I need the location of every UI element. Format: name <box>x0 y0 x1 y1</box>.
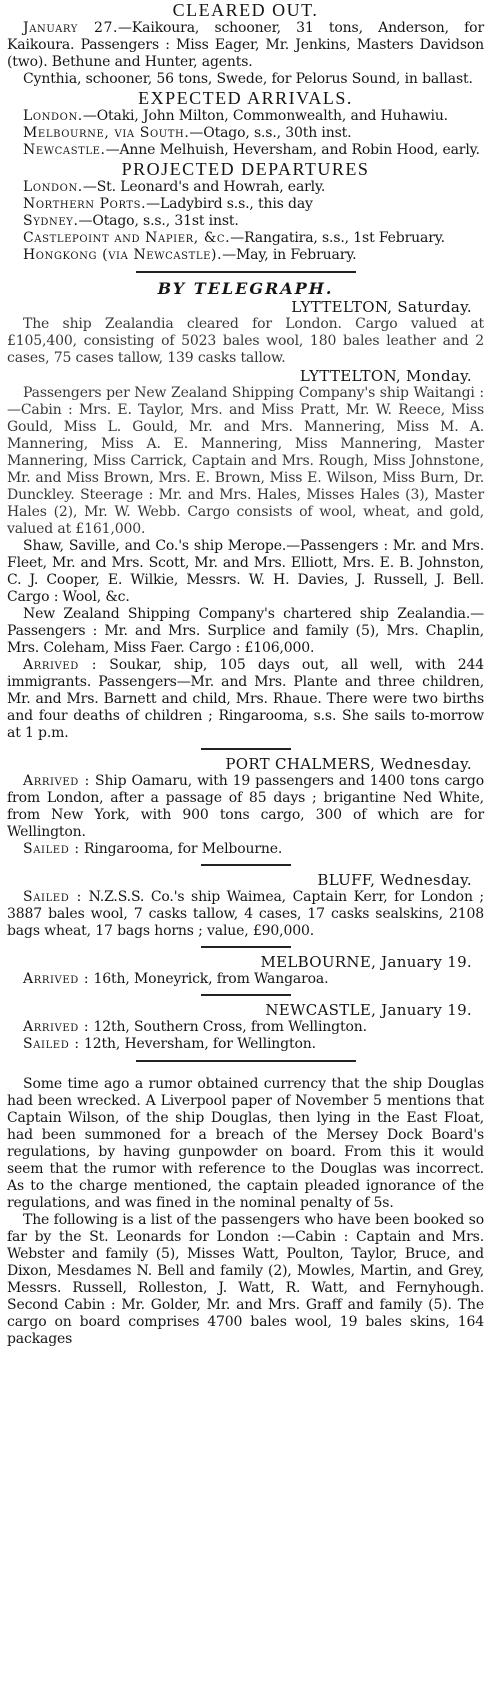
para-label: London. <box>23 108 83 124</box>
dispatch-para <box>7 1019 484 1036</box>
dispatch-para <box>7 606 484 657</box>
para-text: Shaw, Saville, and Co.'s ship Merope.—Passengers : Mr. and Mrs. Fleet, Mr. and Mrs. Scott, Mr. and Mrs. Elliott, Mrs. E. B. Johnston, C. J. Cooper, E. Wilkie, Messrs. W. H. Davies, J. Russell, J. Bell. Cargo : Wool, &c. <box>7 538 484 605</box>
para-label: Northern Ports. <box>23 196 147 212</box>
news-paragraph: Some time ago a rumor obtained currency that the ship Douglas had been wrecked. A Liverpool paper of November 5 mentions that Captain Wilson, of the ship Douglas, then lying in the East Float, had been summoned for a breach of the Mersey Dock Board's regulations, by having gunpowder on board. From this it would seem that the rumor with reference to the Douglas was incorrect. As to the charge mentioned, the captain pleaded ignorance of the regulations, and was fined in the nominal penalty of 5s. <box>7 1076 484 1211</box>
para-text: —Otaki, John Milton, Commonwealth, and Huhawiu. <box>82 108 448 124</box>
projected-para <box>7 179 484 196</box>
para-label: Sailed : <box>23 889 82 905</box>
dateline-section <box>7 953 484 988</box>
dispatch-para <box>7 538 484 606</box>
section-divider <box>136 271 356 273</box>
spacer <box>7 1068 484 1076</box>
dateline-section <box>7 1001 484 1053</box>
para-text: —St. Leonard's and Howrah, early. <box>82 179 326 195</box>
para-label: Arrived : <box>23 971 90 987</box>
section-divider <box>201 946 291 948</box>
dispatch-para <box>7 316 484 367</box>
para-label: Sydney. <box>23 213 79 229</box>
expected-para <box>7 108 484 125</box>
dateline: NEWCASTLE, January 19. <box>265 1001 472 1019</box>
para-text: Ringarooma, for Melbourne. <box>79 841 283 857</box>
cleared-para <box>7 20 484 71</box>
dispatch-para <box>7 773 484 841</box>
dateline-section <box>7 871 484 940</box>
section-divider <box>201 864 291 866</box>
projected-heading: PROJECTED DEPARTURES <box>121 159 370 179</box>
para-text: —Otago, s.s., 30th inst. <box>189 125 352 141</box>
para-label: Castlepoint and Napier, &c. <box>23 230 231 246</box>
para-text: 16th, Moneyrick, from Wangaroa. <box>89 971 329 987</box>
para-label: Sailed : <box>23 1036 80 1052</box>
para-label: Arrived : <box>23 773 90 789</box>
para-label: Newcastle. <box>23 142 106 158</box>
projected-para <box>7 247 484 264</box>
para-text: N.Z.S.S. Co.'s ship Waimea, Captain Kerr, for London ; 3887 bales wool, 7 casks tallow, 4 cases, 17 casks sealskins, 2108 bags wheat, 17 bags horns ; value, £90,000. <box>7 889 484 939</box>
para-text: New Zealand Shipping Company's chartered ship Zealandia.—Passengers : Mr. and Mrs. Surplice and family (5), Mrs. Chaplin, Mrs. Coleham, Miss Faer. Cargo : £106,000. <box>7 606 484 656</box>
para-label: Sailed : <box>23 841 80 857</box>
dispatch-para <box>7 1036 484 1053</box>
expected-heading: EXPECTED ARRIVALS. <box>138 88 353 108</box>
section-divider <box>201 748 291 750</box>
telegraph-heading: BY TELEGRAPH. <box>157 279 334 298</box>
dispatch-para <box>7 841 484 858</box>
expected-para <box>7 142 484 159</box>
cleared-para <box>7 71 484 88</box>
dispatch-para <box>7 657 484 742</box>
dispatch-para <box>7 971 484 988</box>
news-paragraph: The following is a list of the passengers who have been booked so far by the St. Leonards for London :—Cabin : Captain and Mrs. Webster and family (5), Misses Watt, Poulton, Taylor, Bruce, and Dixon, Mesdames N. Bell and family (2), Mowles, Martin, and Grey, Messrs. Russell, Rolleston, J. Watt, R. Watt, and Fernyhough. Second Cabin : Mr. Golder, Mr. and Mrs. Graff and family (5). The cargo on board comprises 4700 bales wool, 19 bales skins, 164 packages <box>7 1212 484 1347</box>
dateline: LYTTELTON, Saturday. <box>291 298 472 316</box>
para-text: Soukar, ship, 105 days out, all well, with 244 immigrants. Passengers—Mr. and Mrs. Plante and three children, Mr. and Mrs. Barnett and child, Mrs. Rhaue. There were two births and four deaths of children ; Ringarooma, s.s. She sails to-morrow at 1 p.m. <box>7 657 484 741</box>
dateline: BLUFF, Wednesday. <box>317 871 472 889</box>
para-text: —May, in February. <box>222 247 357 263</box>
para-label: Melbourne, via South. <box>23 125 190 141</box>
section-divider <box>201 994 291 996</box>
expected-para <box>7 125 484 142</box>
dateline-section <box>7 367 484 742</box>
para-label: Hongkong (via Newcastle). <box>23 247 223 263</box>
projected-para <box>7 230 484 247</box>
dateline-section <box>7 298 484 367</box>
para-text: Ship Oamaru, with 19 passengers and 1400 tons cargo from London, after a passage of 85 days ; brigantine Ned White, from New York, with 900 tons cargo, 300 of which are for Wellington. <box>7 773 484 840</box>
para-label: January 27. <box>23 20 119 36</box>
dateline: PORT CHALMERS, Wednesday. <box>225 755 472 773</box>
para-text: Passengers per New Zealand Shipping Company's ship Waitangi :—Cabin : Mrs. E. Taylor, Mrs. and Miss Pratt, Mr. W. Reece, Miss Gould, Miss L. Gould, Mr. and Mrs. Mannering, Miss M. A. Mannering, Miss A. E. Mannering, Miss Mannering, Master Mannering, Miss Carrick, Captain and Mrs. Rough, Miss Johnstone, Mr. and Miss Brown, Mrs. E. Brown, Miss E. Wilson, Miss Burn, Dr. Dunckley. Steerage : Mr. and Mrs. Hales, Misses Hales (3), Master Hales (2), Mr. W. Webb. Cargo consists of wool, wheat, and gold, valued at £161,000. <box>7 385 484 537</box>
para-text: Cynthia, schooner, 56 tons, Swede, for Pelorus Sound, in ballast. <box>23 71 473 87</box>
para-text: The ship Zealandia cleared for London. Cargo valued at £105,400, consisting of 5023 bales wool, 180 bales leather and 2 cases, 75 cases tallow, 139 casks tallow. <box>7 316 484 366</box>
para-text: —Anne Melhuish, Heversham, and Robin Hood, early. <box>105 142 480 158</box>
para-text: 12th, Heversham, for Wellington. <box>79 1036 316 1052</box>
para-text: 12th, Southern Cross, from Wellington. <box>89 1019 367 1035</box>
para-text: —Kaikoura, schooner, 31 tons, Anderson, for Kaikoura. Passengers : Miss Eager, Mr. Jenkins, Masters Davidson (two). Bethune and Hunter, agents. <box>7 20 484 70</box>
projected-para <box>7 196 484 213</box>
para-label: Arrived : <box>23 1019 90 1035</box>
para-text: —Otago, s.s., 31st inst. <box>78 213 239 229</box>
para-label: London. <box>23 179 83 195</box>
para-text: —Rangatira, s.s., 1st February. <box>230 230 445 246</box>
dateline-section <box>7 755 484 858</box>
dateline: LYTTELTON, Monday. <box>299 367 472 385</box>
dispatch-para <box>7 889 484 940</box>
projected-para <box>7 213 484 230</box>
para-text: —Ladybird s.s., this day <box>146 196 313 212</box>
para-label: Arrived : <box>23 657 98 673</box>
dispatch-para <box>7 385 484 538</box>
cleared-heading: CLEARED OUT. <box>172 0 319 20</box>
dateline: MELBOURNE, January 19. <box>260 953 472 971</box>
section-divider <box>136 1060 356 1062</box>
